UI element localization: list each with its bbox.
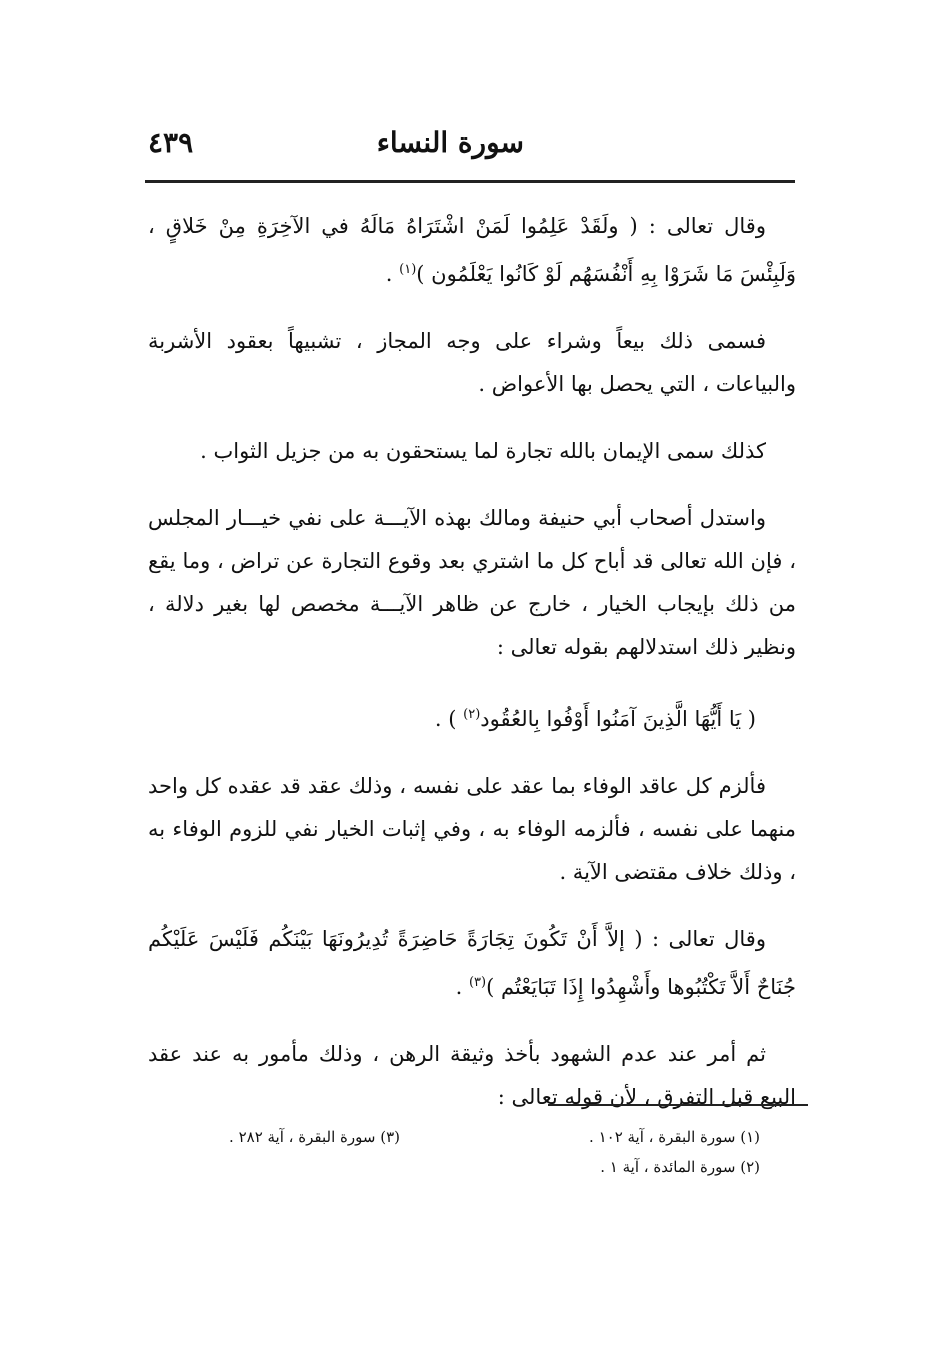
paragraph-4 — [148, 497, 796, 669]
paragraph-tail: . — [455, 975, 469, 999]
paragraph-5 — [148, 765, 796, 894]
paragraph-1 — [148, 205, 796, 296]
footnotes-right-column — [500, 1122, 760, 1182]
footnote-ref-1: (١) — [399, 262, 417, 277]
main-text — [148, 205, 796, 1143]
footnote-ref-2: (٢) — [463, 707, 481, 722]
footnote-ref-3: (٣) — [468, 975, 487, 990]
page-number: ٤٣٩ — [148, 126, 194, 159]
paragraph-6 — [148, 918, 796, 1009]
paragraph-text: كذلك سمى الإيمان بالله تجارة لما يستحقون به من جزيل الثواب . — [200, 439, 766, 463]
paragraph-text: وقال تعالى : ( ولَقَدْ عَلِمُوا لَمَنْ اشْتَرَاهُ مَالَهُ في الآخِرَةِ مِنْ خَلاقٍ ، وَلَبِئْسَ مَا شَرَوْا بِهِ أَنْفُسَهُم لَوْ كَانُوا يَعْلَمُون ) — [148, 214, 796, 286]
paragraph-text: وقال تعالى : ( إلاَّ أَنْ تَكُونَ تِجَارَةً حَاضِرَةً تُدِيرُونَهَا بَيْنَكُم فَلَيْسَ عَلَيْكُم جُنَاحٌ أَلاَّ تَكْتُبُوها وأَشْهِدُوا إِذَا تَبَايَعْتُم ) — [148, 927, 796, 999]
paragraph-text: فسمى ذلك بيعاً وشراء على وجه المجاز ، تشبيهاً بعقود الأشربة والبياعات ، التي يحصل بها الأعواض . — [148, 329, 796, 396]
quoted-verse — [148, 693, 796, 741]
footnote-divider — [548, 1104, 808, 1106]
verse-tail: ) . — [434, 707, 464, 731]
paragraph-text: واستدل أصحاب أبي حنيفة ومالك بهذه الآيـــة على نفي خيـــار المجلس ، فإن الله تعالى قد أباح كل ما اشتري بعد وقوع التجارة عن تراض ، وما يقع من ذلك بإيجاب الخيار ، خارج عن ظاهر الآيـــة مخصص لها بغير دلالة ، ونظير ذلك استدلالهم بقوله تعالى : — [148, 506, 796, 659]
paragraph-7 — [148, 1033, 796, 1119]
footnote-1: (١) سورة البقرة ، آية ١٠٢ . — [589, 1128, 760, 1146]
paragraph-tail: . — [385, 262, 400, 286]
footnote-2: (٢) سورة المائدة ، آية ١ . — [600, 1158, 760, 1176]
verse-text: ( يَا أَيُّهَا الَّذِينَ آمَنُوا أَوْفُوا بِالعُقُود — [480, 707, 756, 731]
page-header — [148, 120, 794, 170]
header-divider — [145, 180, 795, 183]
paragraph-2 — [148, 320, 796, 406]
paragraph-text: ثم أمر عند عدم الشهود بأخذ وثيقة الرهن ، وذلك مأمور به عند عقد البيع قبل التفرق ، لأن قوله تعالى : — [148, 1042, 796, 1109]
paragraph-text: فألزم كل عاقد الوفاء بما عقد على نفسه ، وذلك عقد قد عقده كل واحد منهما على نفسه ، فألزمه الوفاء به ، وفي إثبات الخيار نفي للزوم الوفاء به ، وذلك خلاف مقتضى الآية . — [148, 774, 796, 884]
page-title: سورة النساء — [376, 126, 524, 159]
footnotes-left-column — [140, 1122, 400, 1152]
paragraph-3 — [148, 430, 796, 473]
footnote-3: (٣) سورة البقرة ، آية ٢٨٢ . — [229, 1128, 400, 1146]
